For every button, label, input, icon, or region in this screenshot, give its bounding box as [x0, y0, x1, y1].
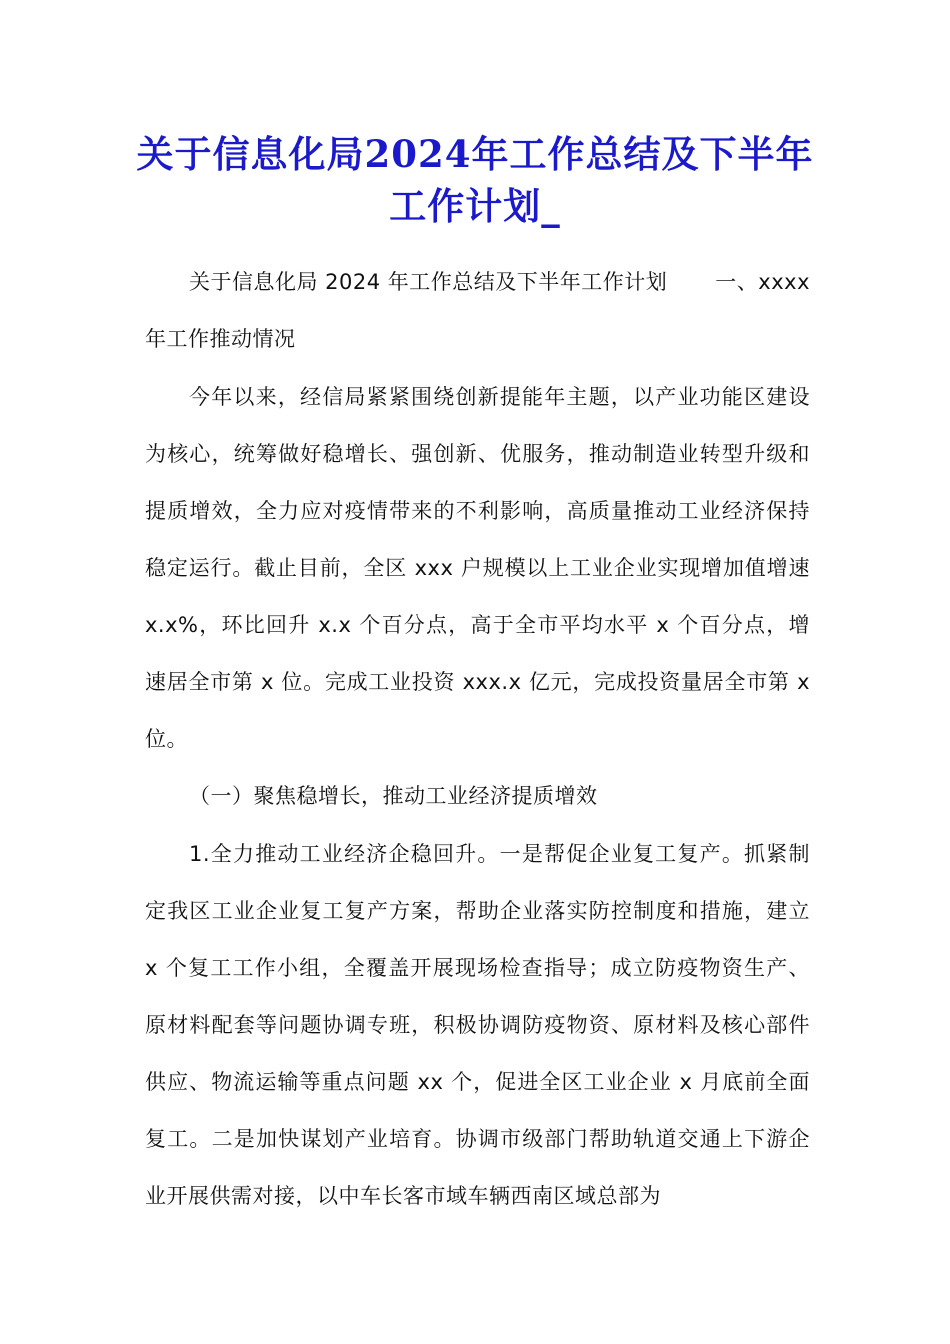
section-heading: （一）聚焦稳增长，推动工业经济提质增效	[189, 784, 598, 808]
intro-title-reference: 关于信息化局 2024 年工作总结及下半年工作计划	[189, 270, 668, 294]
intro-section-heading: 一、xxxx 年工作推动情况	[145, 270, 811, 351]
document-title: 关于信息化局2024年工作总结及下半年工作计划_	[136, 132, 814, 228]
intro-line	[145, 254, 810, 368]
paragraph-recovery: 1.全力推动工业经济企稳回升。一是帮促企业复工复产。抓紧制定我区工业企业复工复产方案，帮助企业落实防控制度和措施，建立 x 个复工工作小组，全覆盖开展现场检查指导；成立防疫物资生产、原材料配套等问题协调专班，积极协调防疫物资、原材料及核心部件供应、物流运输等重点问题 xx 个，促进全区工业企业 x 月底前全面复工。二是加快谋划产业培育。协调市级部门帮助轨道交通上下游企业开展供需对接，以中车长客市域车辆西南区域总部为	[145, 842, 810, 1208]
paragraph-overview: 今年以来，经信局紧紧围绕创新提能年主题，以产业功能区建设为核心，统筹做好稳增长、强创新、优服务，推动制造业转型升级和提质增效，全力应对疫情带来的不利影响，高质量推动工业经济保持稳定运行。截止目前，全区 xxx 户规模以上工业企业实现增加值增速 x.x%，环比回升 x.x 个百分点，高于全市平均水平 x 个百分点，增速居全市第 x 位。完成工业投资 xxx.x 亿元，完成投资量居全市第 x 位。	[145, 385, 810, 751]
